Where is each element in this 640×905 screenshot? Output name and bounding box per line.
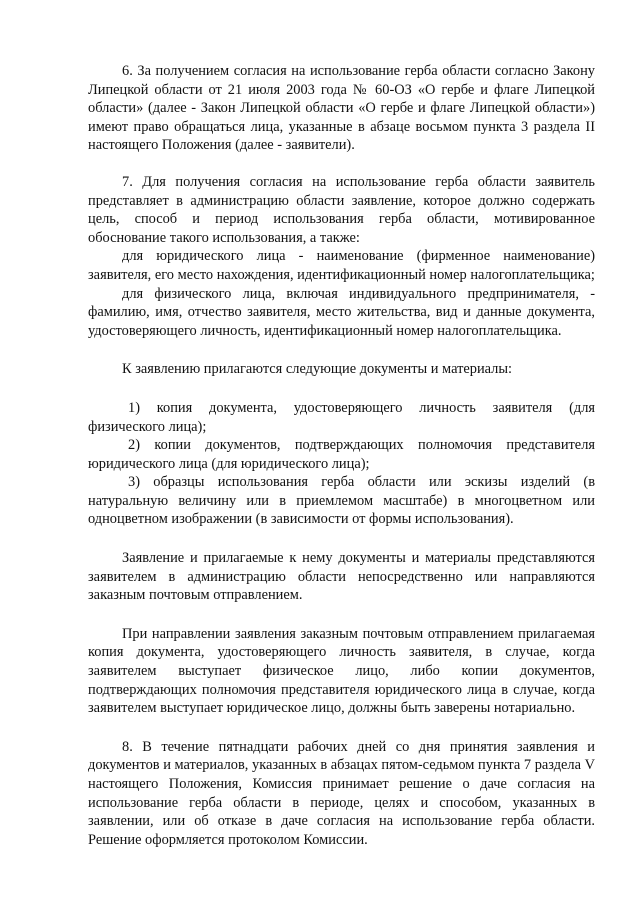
paragraph-submission: Заявление и прилагаемые к нему документы и материалы представляются заявителем в администрацию области непосредственно или направляются заказным почтовым отправлением. xyxy=(88,550,595,604)
list-item-3: 3) образцы использования герба области или эскизы изделий (в натуральную величину или в приемлемом масштабе) в многоцветном или одноцветном изображении (в зависимости от формы использования). xyxy=(88,474,595,528)
list-item-1: 1) копия документа, удостоверяющего личность заявителя (для физического лица); xyxy=(88,399,595,435)
paragraph-7: 7. Для получения согласия на использование герба области заявитель представляет в администрацию области заявление, которое должно содержать цель, способ и период использования герба области, мотивированное обоснование такого использования, а также: xyxy=(88,173,595,246)
paragraph-8: 8. В течение пятнадцати рабочих дней со дня принятия заявления и документов и материалов, указанных в абзацах пятом-седьмом пункта 7 раздела V настоящего Положения, Комиссия принимает решение о даче согласия на использование герба области в периоде, целях и способом, указанных в заявлении, или об отказе в даче согласия на использование герба области. Решение оформляется протоколом Комиссии. xyxy=(88,738,595,848)
paragraph-attachments-intro: К заявлению прилагаются следующие документы и материалы: xyxy=(122,361,513,378)
paragraph-notarization: При направлении заявления заказным почтовым отправлением прилагаемая копия документа, удостоверяющего личность заявителя, в случае, когда заявителем выступает физическое лицо, либо копии документов, подтверждающих полномочия представителя юридического лица в случае, когда заявителем выступает юридическое лицо, должны быть заверены нотариально. xyxy=(88,625,595,717)
list-item-2: 2) копии документов, подтверждающих полномочия представителя юридического лица (для юридического лица); xyxy=(88,437,595,472)
paragraph-6: 6. За получением согласия на использование герба области согласно Закону Липецкой области от 21 июля 2003 года № 60-ОЗ «О гербе и флаге Липецкой области» (далее - Закон Липецкой области «О гербе и флаге Липецкой области») имеют право обращаться лица, указанные в абзаце восьмом пункта 3 раздела II настоящего Положения (далее - заявители). xyxy=(88,63,595,154)
document-body xyxy=(88,62,595,849)
paragraph-individual: для физического лица, включая индивидуального предпринимателя, - фамилию, имя, отчество заявителя, место жительства, вид и данные документа, удостоверяющего личность, идентификационный номер налогоплательщика. xyxy=(88,285,595,339)
paragraph-legal-entity: для юридического лица - наименование (фирменное наименование) заявителя, его место нахождения, идентификационный номер налогоплательщика; xyxy=(88,248,595,283)
